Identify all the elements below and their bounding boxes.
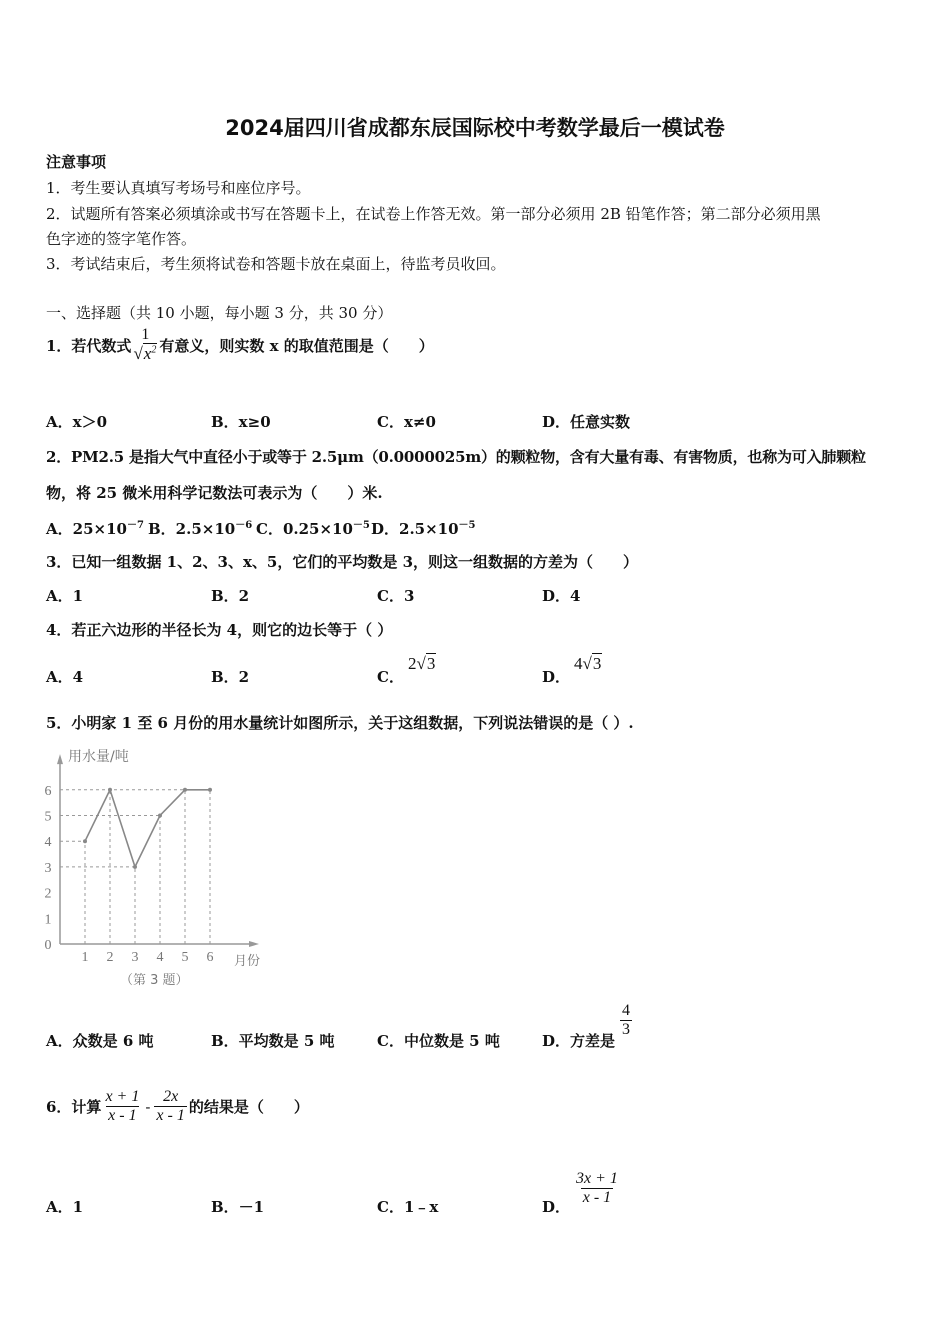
question-3: 3．已知一组数据 1、2、3、x、5，它们的平均数是 3，则这一组数据的方差为（ ） [46,553,639,571]
y-tick-label: 3 [44,860,52,876]
fraction-1: $\frac{x + 1}{x - 1}$ [105,1088,140,1125]
chart-y-label: 用水量/吨 [68,749,129,765]
option-b[interactable]: B．平均数是 5 吨 [211,1032,335,1050]
x-tick-label: 1 [81,950,89,965]
water-usage-chart [40,740,280,1000]
question-6-suffix: 的结果是（ ） [188,1098,309,1117]
data-point [183,788,187,792]
radicand: $x^2$ [143,344,157,364]
option-c[interactable]: C．中位数是 5 吨 [377,1032,500,1050]
option-a[interactable]: A．4 [46,668,84,686]
option-d[interactable]: D． [542,1198,571,1216]
x-tick-label: 5 [181,950,189,965]
chart-series [83,788,212,869]
fraction-numerator: 1 [141,326,150,343]
option-b[interactable]: B．－1 [211,1198,265,1216]
minus-sign: - [145,1097,151,1116]
option-d[interactable]: D．$2.5\times 10^{-5}$ [371,520,476,538]
option-a[interactable]: A．x＞0 [46,413,108,431]
y-tick-label: 4 [44,835,52,851]
question-2-line-1: 2．PM2.5 是指大气中直径小于或等于 2.5μm（0.0000025m）的颗粒物，含有大量有毒、有害物质，也称为可入肺颗粒 [46,448,866,466]
y-tick-label: 5 [44,809,52,825]
x-tick-label: 3 [131,950,139,965]
notice-item: 3．考试结束后，考生须将试卷和答题卡放在桌面上，待监考员收回。 [46,255,506,273]
option-b[interactable]: B．2 [211,587,250,605]
question-1-suffix: 有意义，则实数 x 的取值范围是（ ） [159,336,434,355]
chart-ticks [45,784,214,965]
x-tick-label: 6 [206,950,214,965]
notice-item: 2．试题所有答案必须填涂或书写在答题卡上，在试卷上作答无效。第一部分必须用 2B 铅笔作答；第二部分必须用黑 [46,205,821,223]
option-c[interactable]: C．x≠0 [377,413,436,431]
y-tick-label: 0 [44,938,52,953]
option-c[interactable]: C． [377,668,404,686]
y-tick-label: 1 [44,912,52,928]
option-c[interactable]: C．1﹣x [377,1198,439,1216]
option-d[interactable]: D． [542,668,571,686]
option-a[interactable]: A．众数是 6 吨 [46,1032,154,1050]
y-tick-label: 6 [44,783,52,799]
question-6 [46,1088,309,1126]
fraction-2: $\frac{2x}{x - 1}$ [156,1088,185,1125]
option-c-radical: 2√3 [408,654,436,673]
x-tick-label: 2 [106,950,114,965]
option-b[interactable]: B．x≥0 [211,413,271,431]
question-5: 5．小明家 1 至 6 月份的用水量统计如图所示，关于这组数据，下列说法错误的是（ ）. [46,714,634,732]
notice-item: 1．考生要认真填写考场号和座位序号。 [46,179,311,197]
question-4: 4．若正六边形的半径长为 4，则它的边长等于（ ） [46,621,393,639]
question-1 [46,326,434,365]
y-tick-label: 2 [44,886,52,902]
option-d[interactable]: D．方差是 [542,1032,616,1050]
page-title: 2024届四川省成都东辰国际校中考数学最后一模试卷 [225,116,725,140]
option-a[interactable]: A．1 [46,587,84,605]
series-line [85,790,210,867]
option-d[interactable]: D．4 [542,587,581,605]
notice-item: 色字迹的签字笔作答。 [46,230,197,248]
notice-heading: 注意事项 [46,153,107,171]
question-1-prefix: 1．若代数式 [46,336,132,355]
data-point [108,788,112,792]
data-point [208,788,212,792]
option-c[interactable]: C．3 [377,587,415,605]
chart-axes [57,754,259,947]
option-c[interactable]: C．$0.25\times 10^{-5}$ [256,520,370,538]
x-tick-label: 4 [156,950,164,965]
option-a[interactable]: A．$25\times 10^{-7}$ [46,520,144,538]
chart-x-label: 月份 [234,954,261,969]
option-b[interactable]: B．2 [211,668,250,686]
option-d-radical: 4√3 [574,654,602,673]
sqrt-symbol: $√x^2$ [133,344,157,364]
chart-caption: （第 3 题） [120,973,189,988]
data-point [83,839,87,843]
option-d-fraction: $\frac{3x + 1}{x - 1}$ [576,1170,618,1207]
data-point [133,865,137,869]
option-d[interactable]: D．任意实数 [542,413,631,431]
section-heading: 一、选择题（共 10 小题，每小题 3 分，共 30 分） [46,304,393,322]
option-d-fraction: $\frac{4}{3}$ [622,1002,630,1039]
option-a[interactable]: A．1 [46,1198,84,1216]
fraction-denominator [131,344,159,364]
y-axis-arrow [57,754,63,764]
data-point [158,814,162,818]
question-6-prefix: 6．计算 [46,1098,102,1117]
x-axis-arrow [249,941,259,947]
question-2-line-2: 物，将 25 微米用科学记数法可表示为（ ）米. [46,484,383,502]
option-b[interactable]: B．$2.5\times 10^{-6}$ [148,520,253,538]
question-1-fraction [131,326,159,365]
